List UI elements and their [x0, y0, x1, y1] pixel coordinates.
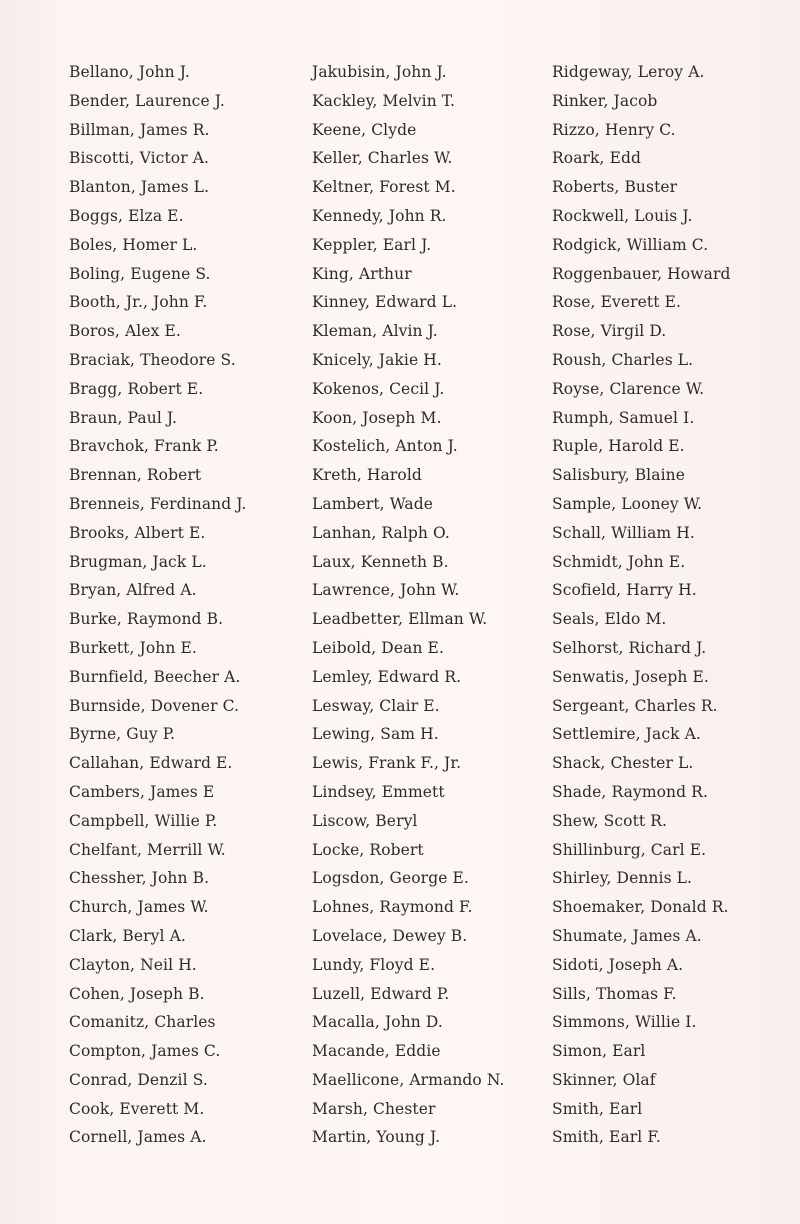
- name-entry: Braciak, Theodore S.: [69, 350, 236, 369]
- name-entry: Roberts, Buster: [552, 178, 678, 197]
- name-entry: Sills, Thomas F.: [552, 984, 677, 1003]
- name-entry: Martin, Young J.: [312, 1128, 441, 1147]
- name-entry: Cambers, James E: [69, 782, 215, 801]
- name-entry: Rumph, Samuel I.: [552, 408, 695, 427]
- name-entry: Church, James W.: [69, 898, 209, 917]
- name-entry: Logsdon, George E.: [312, 869, 469, 888]
- name-entry: Royse, Clarence W.: [552, 379, 705, 398]
- name-entry: Sample, Looney W.: [552, 494, 703, 513]
- name-entry: Rockwell, Louis J.: [552, 206, 693, 225]
- name-entry: Simon, Earl: [552, 1042, 646, 1061]
- name-entry: Maellicone, Armando N.: [312, 1070, 505, 1089]
- name-entry: Marsh, Chester: [312, 1099, 436, 1118]
- name-entry: Chelfant, Merrill W.: [69, 840, 226, 859]
- name-entry: Sergeant, Charles R.: [552, 696, 718, 715]
- name-entry: Lewis, Frank F., Jr.: [312, 754, 462, 773]
- name-entry: Kokenos, Cecil J.: [312, 379, 445, 398]
- name-entry: Burkett, John E.: [69, 638, 197, 657]
- name-entry: Shack, Chester L.: [552, 754, 694, 773]
- name-entry: Seals, Eldo M.: [552, 610, 667, 629]
- name-entry: Rose, Virgil D.: [552, 322, 667, 341]
- name-entry: Skinner, Olaf: [552, 1070, 656, 1089]
- name-entry: Lovelace, Dewey B.: [312, 926, 468, 945]
- name-entry: Blanton, James L.: [69, 178, 210, 197]
- name-entry: Lindsey, Emmett: [312, 782, 445, 801]
- name-entry: Locke, Robert: [312, 840, 424, 859]
- name-entry: Lanhan, Ralph O.: [312, 523, 450, 542]
- name-entry: Selhorst, Richard J.: [552, 638, 707, 657]
- name-entry: Shillinburg, Carl E.: [552, 840, 707, 859]
- name-entry: Callahan, Edward E.: [69, 754, 233, 773]
- name-entry: Rose, Everett E.: [552, 293, 682, 312]
- name-entry: Booth, Jr., John F.: [69, 293, 208, 312]
- name-entry: Ruple, Harold E.: [552, 437, 685, 456]
- name-entry: Clark, Beryl A.: [69, 926, 186, 945]
- name-entry: Schmidt, John E.: [552, 552, 686, 571]
- name-entry: Cohen, Joseph B.: [69, 984, 205, 1003]
- name-entry: Shumate, James A.: [552, 926, 702, 945]
- name-entry: Boles, Homer L.: [69, 235, 198, 254]
- name-entry: Campbell, Willie P.: [69, 811, 218, 830]
- name-entry: Laux, Kenneth B.: [312, 552, 449, 571]
- name-entry: Lesway, Clair E.: [312, 696, 440, 715]
- name-entry: Bryan, Alfred A.: [69, 581, 197, 600]
- name-entry: Keene, Clyde: [312, 120, 417, 139]
- name-entry: Brugman, Jack L.: [69, 552, 207, 571]
- name-entry: Settlemire, Jack A.: [552, 725, 701, 744]
- name-entry: Bellano, John J.: [69, 63, 190, 81]
- name-entry: Salisbury, Blaine: [552, 466, 685, 485]
- name-entry: Simmons, Willie I.: [552, 1013, 697, 1032]
- name-entry: Lundy, Floyd E.: [312, 955, 436, 974]
- name-entry: Byrne, Guy P.: [69, 725, 176, 744]
- name-entry: Boling, Eugene S.: [69, 264, 211, 283]
- name-entry: Knicely, Jakie H.: [312, 350, 442, 369]
- name-entry: Leadbetter, Ellman W.: [312, 610, 488, 629]
- name-entry: Rizzo, Henry C.: [552, 120, 676, 139]
- name-entry: Burnside, Dovener C.: [69, 696, 240, 715]
- name-entry: Luzell, Edward P.: [312, 984, 450, 1003]
- name-entry: Sidoti, Joseph A.: [552, 955, 684, 974]
- name-entry: Conrad, Denzil S.: [69, 1070, 208, 1089]
- name-entry: Cornell, James A.: [69, 1128, 207, 1147]
- name-entry: Lambert, Wade: [312, 494, 434, 513]
- name-entry: Braun, Paul J.: [69, 408, 178, 427]
- name-column-2: [312, 58, 505, 1152]
- name-entry: Leibold, Dean E.: [312, 638, 445, 657]
- name-entry: Compton, James C.: [69, 1042, 221, 1061]
- name-entry: Brenneis, Ferdinand J.: [69, 494, 247, 513]
- name-entry: Burke, Raymond B.: [69, 610, 224, 629]
- name-entry: Rodgick, William C.: [552, 235, 709, 254]
- name-entry: Shew, Scott R.: [552, 811, 668, 830]
- name-entry: Bender, Laurence J.: [69, 91, 225, 110]
- name-entry: Clayton, Neil H.: [69, 955, 197, 974]
- name-entry: Kennedy, John R.: [312, 206, 447, 225]
- name-entry: Lewing, Sam H.: [312, 725, 439, 744]
- name-entry: Kreth, Harold: [312, 466, 422, 485]
- name-entry: Keller, Charles W.: [312, 149, 453, 168]
- name-entry: Boggs, Elza E.: [69, 206, 184, 225]
- name-entry: Roush, Charles L.: [552, 350, 694, 369]
- name-entry: Keltner, Forest M.: [312, 178, 456, 197]
- name-entry: Bravchok, Frank P.: [69, 437, 219, 456]
- name-entry: Lemley, Edward R.: [312, 667, 462, 686]
- name-entry: Burnfield, Beecher A.: [69, 667, 241, 686]
- name-entry: Scofield, Harry H.: [552, 581, 697, 600]
- name-entry: Roggenbauer, Howard: [552, 264, 731, 283]
- name-entry: Keppler, Earl J.: [312, 235, 432, 254]
- name-entry: Comanitz, Charles: [69, 1013, 216, 1032]
- name-entry: Biscotti, Victor A.: [69, 149, 210, 168]
- name-column-1: [69, 58, 246, 1152]
- name-entry: Smith, Earl F.: [552, 1128, 661, 1147]
- name-entry: Schall, William H.: [552, 523, 695, 542]
- name-entry: Cook, Everett M.: [69, 1099, 205, 1118]
- name-entry: Macalla, John D.: [312, 1013, 443, 1032]
- name-entry: Jakubisin, John J.: [312, 63, 447, 81]
- name-entry: Koon, Joseph M.: [312, 408, 442, 427]
- name-entry: Brooks, Albert E.: [69, 523, 206, 542]
- name-entry: Roark, Edd: [552, 149, 642, 168]
- name-entry: Senwatis, Joseph E.: [552, 667, 709, 686]
- name-column-3: [552, 58, 730, 1152]
- name-entry: Chessher, John B.: [69, 869, 210, 888]
- name-entry: Lawrence, John W.: [312, 581, 460, 600]
- name-entry: Brennan, Robert: [69, 466, 202, 485]
- name-entry: Lohnes, Raymond F.: [312, 898, 473, 917]
- name-entry: Smith, Earl: [552, 1099, 643, 1118]
- name-entry: Kostelich, Anton J.: [312, 437, 458, 456]
- name-entry: Bragg, Robert E.: [69, 379, 204, 398]
- name-entry: Kackley, Melvin T.: [312, 91, 455, 110]
- name-entry: Boros, Alex E.: [69, 322, 181, 341]
- name-entry: Kinney, Edward L.: [312, 293, 458, 312]
- name-entry: Macande, Eddie: [312, 1042, 441, 1061]
- name-entry: Ridgeway, Leroy A.: [552, 63, 705, 81]
- name-entry: Shade, Raymond R.: [552, 782, 708, 801]
- name-entry: King, Arthur: [312, 264, 412, 283]
- name-entry: Kleman, Alvin J.: [312, 322, 438, 341]
- name-entry: Rinker, Jacob: [552, 91, 658, 110]
- name-entry: Billman, James R.: [69, 120, 210, 139]
- name-entry: Shirley, Dennis L.: [552, 869, 693, 888]
- name-entry: Liscow, Beryl: [312, 811, 418, 830]
- name-entry: Shoemaker, Donald R.: [552, 898, 729, 917]
